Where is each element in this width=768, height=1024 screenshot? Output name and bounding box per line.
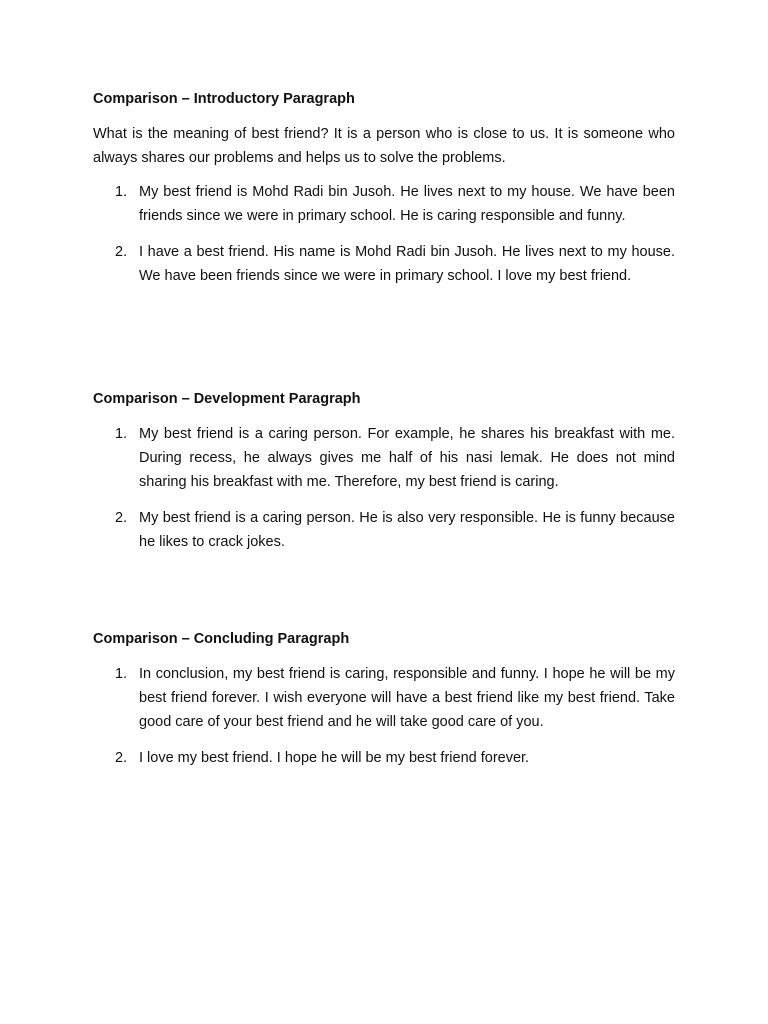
list-item-text: My best friend is Mohd Radi bin Jusoh. He lives next to my house. We have been friends since we were in primary school. He is caring responsible and funny. bbox=[139, 184, 675, 224]
list-number: 1. bbox=[115, 666, 128, 682]
list-item bbox=[93, 240, 675, 288]
section-heading: Comparison – Introductory Paragraph bbox=[93, 91, 355, 107]
list-item-text: I have a best friend. His name is Mohd Radi bin Jusoh. He lives next to my house. We have been friends since we were in primary school. I love my best friend. bbox=[139, 244, 675, 284]
list-item bbox=[93, 662, 675, 734]
list-number: 2. bbox=[115, 510, 128, 526]
list-item bbox=[93, 180, 675, 228]
list-item-text: My best friend is a caring person. He is also very responsible. He is funny because he likes to crack jokes. bbox=[139, 510, 675, 550]
list-number: 1. bbox=[115, 426, 128, 442]
section-heading: Comparison – Development Paragraph bbox=[93, 391, 361, 407]
intro-paragraph: What is the meaning of best friend? It is a person who is close to us. It is someone who always shares our problems and helps us to solve the problems. bbox=[93, 126, 675, 166]
section-concluding bbox=[93, 628, 675, 782]
list-item-text: My best friend is a caring person. For example, he shares his breakfast with me. During recess, he always gives me half of his nasi lemak. He does not mind sharing his breakfast with me. Therefore, my best friend is caring. bbox=[139, 426, 675, 490]
list-item-text: I love my best friend. I hope he will be my best friend forever. bbox=[139, 750, 530, 766]
section-heading: Comparison – Concluding Paragraph bbox=[93, 631, 350, 647]
list-item bbox=[93, 506, 675, 554]
list-item bbox=[93, 422, 675, 494]
list-number: 1. bbox=[115, 184, 128, 200]
list-number: 2. bbox=[115, 244, 128, 260]
example-list bbox=[93, 422, 675, 554]
example-list bbox=[93, 180, 675, 288]
list-number: 2. bbox=[115, 750, 128, 766]
section-introductory bbox=[93, 88, 675, 300]
list-item-text: In conclusion, my best friend is caring, responsible and funny. I hope he will be my best friend forever. I wish everyone will have a best friend like my best friend. Take good care of your best friend and he will take good care of you. bbox=[139, 666, 675, 730]
list-item bbox=[93, 746, 675, 770]
example-list bbox=[93, 662, 675, 770]
section-development bbox=[93, 388, 675, 566]
